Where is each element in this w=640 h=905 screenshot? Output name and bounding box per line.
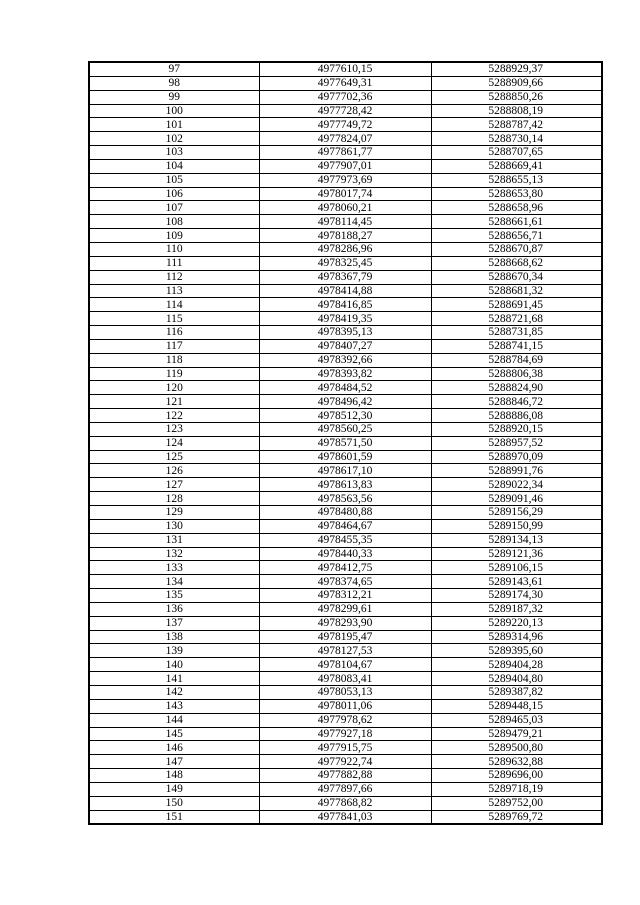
y-coordinate-cell: 5289121,36 <box>431 547 602 561</box>
y-coordinate-cell: 5289769,72 <box>431 810 602 824</box>
y-coordinate-cell: 5288656,71 <box>431 229 602 243</box>
y-coordinate-cell: 5289106,15 <box>431 561 602 575</box>
table-row <box>89 741 602 755</box>
x-coordinate-cell: 4978440,33 <box>259 547 431 561</box>
point-number-cell: 118 <box>89 353 259 367</box>
table-row <box>89 146 602 160</box>
x-coordinate-cell: 4978367,79 <box>259 270 431 284</box>
point-number-cell: 98 <box>89 76 259 90</box>
point-number-cell: 139 <box>89 644 259 658</box>
y-coordinate-cell: 5288670,87 <box>431 242 602 256</box>
point-number-cell: 143 <box>89 699 259 713</box>
x-coordinate-cell: 4978563,56 <box>259 492 431 506</box>
table-row <box>89 602 602 616</box>
table-row <box>89 76 602 90</box>
point-number-cell: 127 <box>89 478 259 492</box>
table-row <box>89 242 602 256</box>
x-coordinate-cell: 4978195,47 <box>259 630 431 644</box>
x-coordinate-cell: 4977907,01 <box>259 159 431 173</box>
y-coordinate-cell: 5288730,14 <box>431 132 602 146</box>
table-row <box>89 215 602 229</box>
x-coordinate-cell: 4978188,27 <box>259 229 431 243</box>
table-row <box>89 644 602 658</box>
x-coordinate-cell: 4978083,41 <box>259 672 431 686</box>
x-coordinate-cell: 4977915,75 <box>259 741 431 755</box>
table-row <box>89 575 602 589</box>
point-number-cell: 109 <box>89 229 259 243</box>
table-row <box>89 464 602 478</box>
y-coordinate-cell: 5289404,28 <box>431 658 602 672</box>
table-row <box>89 104 602 118</box>
y-coordinate-cell: 5288846,72 <box>431 395 602 409</box>
x-coordinate-cell: 4977897,66 <box>259 782 431 796</box>
x-coordinate-cell: 4978325,45 <box>259 256 431 270</box>
point-number-cell: 134 <box>89 575 259 589</box>
x-coordinate-cell: 4977868,82 <box>259 796 431 810</box>
y-coordinate-cell: 5288806,38 <box>431 367 602 381</box>
y-coordinate-cell: 5288850,26 <box>431 90 602 104</box>
y-coordinate-cell: 5289387,82 <box>431 685 602 699</box>
table-row <box>89 589 602 603</box>
table-row <box>89 658 602 672</box>
y-coordinate-cell: 5288653,80 <box>431 187 602 201</box>
table-row <box>89 436 602 450</box>
table-row <box>89 506 602 520</box>
x-coordinate-cell: 4978127,53 <box>259 644 431 658</box>
y-coordinate-cell: 5289143,61 <box>431 575 602 589</box>
point-number-cell: 150 <box>89 796 259 810</box>
y-coordinate-cell: 5288920,15 <box>431 422 602 436</box>
y-coordinate-cell: 5288929,37 <box>431 62 602 76</box>
point-number-cell: 148 <box>89 769 259 783</box>
y-coordinate-cell: 5288670,34 <box>431 270 602 284</box>
y-coordinate-cell: 5289187,32 <box>431 602 602 616</box>
table-row <box>89 229 602 243</box>
table-row <box>89 755 602 769</box>
point-number-cell: 115 <box>89 312 259 326</box>
point-number-cell: 151 <box>89 810 259 824</box>
x-coordinate-cell: 4978011,06 <box>259 699 431 713</box>
y-coordinate-cell: 5288787,42 <box>431 118 602 132</box>
y-coordinate-cell: 5289479,21 <box>431 727 602 741</box>
table-row <box>89 353 602 367</box>
coordinates-table-body <box>89 62 602 824</box>
table-row <box>89 533 602 547</box>
point-number-cell: 106 <box>89 187 259 201</box>
table-row <box>89 713 602 727</box>
y-coordinate-cell: 5288661,61 <box>431 215 602 229</box>
y-coordinate-cell: 5288970,09 <box>431 450 602 464</box>
table-row <box>89 685 602 699</box>
y-coordinate-cell: 5288707,65 <box>431 146 602 160</box>
y-coordinate-cell: 5289174,30 <box>431 589 602 603</box>
table-row <box>89 672 602 686</box>
table-row <box>89 561 602 575</box>
point-number-cell: 130 <box>89 519 259 533</box>
point-number-cell: 140 <box>89 658 259 672</box>
point-number-cell: 122 <box>89 409 259 423</box>
x-coordinate-cell: 4978480,88 <box>259 506 431 520</box>
table-row <box>89 810 602 824</box>
x-coordinate-cell: 4978017,74 <box>259 187 431 201</box>
x-coordinate-cell: 4977861,77 <box>259 146 431 160</box>
x-coordinate-cell: 4978053,13 <box>259 685 431 699</box>
table-row <box>89 187 602 201</box>
table-row <box>89 284 602 298</box>
table-row <box>89 326 602 340</box>
x-coordinate-cell: 4978416,85 <box>259 298 431 312</box>
y-coordinate-cell: 5288909,66 <box>431 76 602 90</box>
point-number-cell: 102 <box>89 132 259 146</box>
x-coordinate-cell: 4978312,21 <box>259 589 431 603</box>
y-coordinate-cell: 5289220,13 <box>431 616 602 630</box>
point-number-cell: 126 <box>89 464 259 478</box>
x-coordinate-cell: 4977749,72 <box>259 118 431 132</box>
x-coordinate-cell: 4978496,42 <box>259 395 431 409</box>
point-number-cell: 111 <box>89 256 259 270</box>
y-coordinate-cell: 5288731,85 <box>431 326 602 340</box>
y-coordinate-cell: 5288669,41 <box>431 159 602 173</box>
point-number-cell: 99 <box>89 90 259 104</box>
x-coordinate-cell: 4978484,52 <box>259 381 431 395</box>
point-number-cell: 145 <box>89 727 259 741</box>
table-row <box>89 62 602 76</box>
point-number-cell: 125 <box>89 450 259 464</box>
table-row <box>89 132 602 146</box>
table-row <box>89 492 602 506</box>
point-number-cell: 108 <box>89 215 259 229</box>
x-coordinate-cell: 4978601,59 <box>259 450 431 464</box>
y-coordinate-cell: 5288681,32 <box>431 284 602 298</box>
x-coordinate-cell: 4978412,75 <box>259 561 431 575</box>
point-number-cell: 120 <box>89 381 259 395</box>
point-number-cell: 132 <box>89 547 259 561</box>
point-number-cell: 128 <box>89 492 259 506</box>
coordinates-table <box>88 61 603 825</box>
point-number-cell: 147 <box>89 755 259 769</box>
y-coordinate-cell: 5288808,19 <box>431 104 602 118</box>
y-coordinate-cell: 5289465,03 <box>431 713 602 727</box>
x-coordinate-cell: 4977927,18 <box>259 727 431 741</box>
point-number-cell: 149 <box>89 782 259 796</box>
point-number-cell: 103 <box>89 146 259 160</box>
x-coordinate-cell: 4977702,36 <box>259 90 431 104</box>
point-number-cell: 135 <box>89 589 259 603</box>
table-row <box>89 312 602 326</box>
point-number-cell: 105 <box>89 173 259 187</box>
table-row <box>89 630 602 644</box>
table-row <box>89 409 602 423</box>
point-number-cell: 121 <box>89 395 259 409</box>
table-row <box>89 478 602 492</box>
point-number-cell: 124 <box>89 436 259 450</box>
table-row <box>89 796 602 810</box>
x-coordinate-cell: 4978114,45 <box>259 215 431 229</box>
x-coordinate-cell: 4978060,21 <box>259 201 431 215</box>
x-coordinate-cell: 4977824,07 <box>259 132 431 146</box>
point-number-cell: 117 <box>89 339 259 353</box>
point-number-cell: 142 <box>89 685 259 699</box>
point-number-cell: 138 <box>89 630 259 644</box>
point-number-cell: 110 <box>89 242 259 256</box>
x-coordinate-cell: 4978407,27 <box>259 339 431 353</box>
table-row <box>89 159 602 173</box>
y-coordinate-cell: 5289022,34 <box>431 478 602 492</box>
y-coordinate-cell: 5288658,96 <box>431 201 602 215</box>
x-coordinate-cell: 4977978,62 <box>259 713 431 727</box>
y-coordinate-cell: 5288957,52 <box>431 436 602 450</box>
point-number-cell: 104 <box>89 159 259 173</box>
point-number-cell: 136 <box>89 602 259 616</box>
table-row <box>89 769 602 783</box>
x-coordinate-cell: 4978617,10 <box>259 464 431 478</box>
table-row <box>89 173 602 187</box>
x-coordinate-cell: 4978455,35 <box>259 533 431 547</box>
y-coordinate-cell: 5289314,96 <box>431 630 602 644</box>
table-row <box>89 256 602 270</box>
table-row <box>89 782 602 796</box>
y-coordinate-cell: 5288824,90 <box>431 381 602 395</box>
y-coordinate-cell: 5289156,29 <box>431 506 602 520</box>
table-row <box>89 727 602 741</box>
x-coordinate-cell: 4977728,42 <box>259 104 431 118</box>
x-coordinate-cell: 4977922,74 <box>259 755 431 769</box>
x-coordinate-cell: 4978393,82 <box>259 367 431 381</box>
x-coordinate-cell: 4978392,66 <box>259 353 431 367</box>
table-row <box>89 270 602 284</box>
x-coordinate-cell: 4978414,88 <box>259 284 431 298</box>
x-coordinate-cell: 4978374,65 <box>259 575 431 589</box>
point-number-cell: 144 <box>89 713 259 727</box>
point-number-cell: 100 <box>89 104 259 118</box>
point-number-cell: 131 <box>89 533 259 547</box>
y-coordinate-cell: 5288655,13 <box>431 173 602 187</box>
x-coordinate-cell: 4978464,67 <box>259 519 431 533</box>
y-coordinate-cell: 5289448,15 <box>431 699 602 713</box>
y-coordinate-cell: 5288691,45 <box>431 298 602 312</box>
y-coordinate-cell: 5289696,00 <box>431 769 602 783</box>
table-row <box>89 118 602 132</box>
point-number-cell: 146 <box>89 741 259 755</box>
y-coordinate-cell: 5289150,99 <box>431 519 602 533</box>
point-number-cell: 101 <box>89 118 259 132</box>
x-coordinate-cell: 4978299,61 <box>259 602 431 616</box>
y-coordinate-cell: 5288721,68 <box>431 312 602 326</box>
y-coordinate-cell: 5289404,80 <box>431 672 602 686</box>
table-row <box>89 422 602 436</box>
y-coordinate-cell: 5288991,76 <box>431 464 602 478</box>
y-coordinate-cell: 5289395,60 <box>431 644 602 658</box>
y-coordinate-cell: 5288741,15 <box>431 339 602 353</box>
y-coordinate-cell: 5289718,19 <box>431 782 602 796</box>
point-number-cell: 116 <box>89 326 259 340</box>
point-number-cell: 123 <box>89 422 259 436</box>
x-coordinate-cell: 4978512,30 <box>259 409 431 423</box>
x-coordinate-cell: 4978560,25 <box>259 422 431 436</box>
table-row <box>89 547 602 561</box>
point-number-cell: 113 <box>89 284 259 298</box>
x-coordinate-cell: 4978613,83 <box>259 478 431 492</box>
x-coordinate-cell: 4977841,03 <box>259 810 431 824</box>
table-row <box>89 519 602 533</box>
point-number-cell: 141 <box>89 672 259 686</box>
point-number-cell: 137 <box>89 616 259 630</box>
table-row <box>89 339 602 353</box>
x-coordinate-cell: 4978395,13 <box>259 326 431 340</box>
x-coordinate-cell: 4978571,50 <box>259 436 431 450</box>
y-coordinate-cell: 5289091,46 <box>431 492 602 506</box>
x-coordinate-cell: 4977610,15 <box>259 62 431 76</box>
point-number-cell: 97 <box>89 62 259 76</box>
table-row <box>89 90 602 104</box>
point-number-cell: 112 <box>89 270 259 284</box>
point-number-cell: 129 <box>89 506 259 520</box>
x-coordinate-cell: 4978286,96 <box>259 242 431 256</box>
y-coordinate-cell: 5289500,80 <box>431 741 602 755</box>
point-number-cell: 133 <box>89 561 259 575</box>
x-coordinate-cell: 4977973,69 <box>259 173 431 187</box>
table-row <box>89 201 602 215</box>
x-coordinate-cell: 4977649,31 <box>259 76 431 90</box>
y-coordinate-cell: 5288784,69 <box>431 353 602 367</box>
x-coordinate-cell: 4978104,67 <box>259 658 431 672</box>
y-coordinate-cell: 5289632,88 <box>431 755 602 769</box>
point-number-cell: 119 <box>89 367 259 381</box>
y-coordinate-cell: 5288886,08 <box>431 409 602 423</box>
table-row <box>89 450 602 464</box>
table-row <box>89 616 602 630</box>
x-coordinate-cell: 4977882,88 <box>259 769 431 783</box>
x-coordinate-cell: 4978293,90 <box>259 616 431 630</box>
point-number-cell: 107 <box>89 201 259 215</box>
table-row <box>89 298 602 312</box>
table-row <box>89 367 602 381</box>
y-coordinate-cell: 5288668,62 <box>431 256 602 270</box>
y-coordinate-cell: 5289752,00 <box>431 796 602 810</box>
table-row <box>89 381 602 395</box>
table-row <box>89 395 602 409</box>
table-row <box>89 699 602 713</box>
x-coordinate-cell: 4978419,35 <box>259 312 431 326</box>
point-number-cell: 114 <box>89 298 259 312</box>
y-coordinate-cell: 5289134,13 <box>431 533 602 547</box>
